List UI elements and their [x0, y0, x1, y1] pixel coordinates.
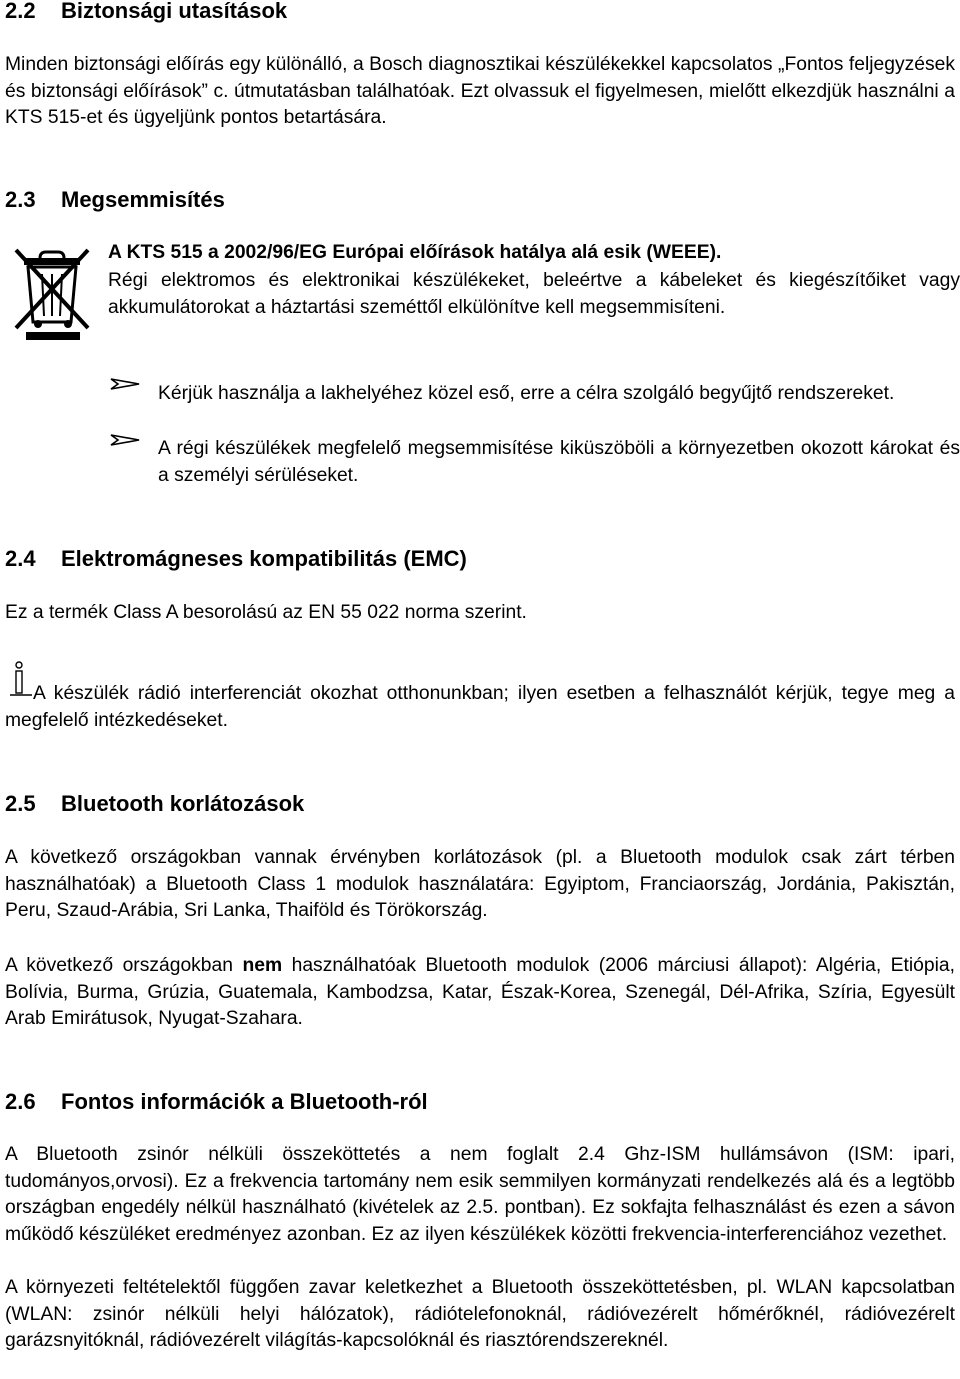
bullet-item: Kérjük használja a lakhelyéhez közel eső, erre a célra szolgáló begyűjtő rendszereket.: [158, 383, 895, 404]
text-run: használhatóak Bluetooth modulok (2006 márciusi állapot): Algéria, Etiópia, Bolívia, Burma, Grúzia, Guatemala, Kambodzsa, Katar, Észak-Korea, Szenegál, Dél-Afrika, Szíria, Egyesült Arab Emirátusok, Nyugat-Szahara.: [5, 955, 955, 1029]
section-title: Elektromágneses kompatibilitás (EMC): [61, 546, 467, 571]
weee-directive: A KTS 515 a 2002/96/EG Európai előírások hatálya alá esik (WEEE).: [108, 242, 722, 263]
section-title: Fontos információk a Bluetooth-ról: [61, 1089, 428, 1114]
disposal-paragraph: Régi elektromos és elektronikai készülékeket, beleértve a kábeleket és kiegészítőiket vagy akkumulátorokat a háztartási szeméttől elkülönítve kell megsemmisíteni.: [108, 270, 960, 318]
section-number: 2.4: [5, 546, 36, 571]
arrow-bullet-icon: [110, 376, 140, 392]
bullet-item: A régi készülékek megfelelő megsemmisítése kiküszöböli a környezetben okozott károkat és a személyi sérüléseket.: [158, 438, 960, 486]
section-title: Bluetooth korlátozások: [61, 791, 305, 816]
emc-note: A készülék rádió interferenciát okozhat otthonunkban; ilyen esetben a felhasználót kérjük, tegye meg a megfelelő intézkedéseket.: [5, 683, 955, 731]
emphasis-text: nem: [242, 955, 283, 976]
section-number: 2.6: [5, 1089, 36, 1114]
section-2-3-heading: [5, 187, 225, 213]
bluetooth-info-paragraph: A Bluetooth zsinór nélküli összeköttetés a nem foglalt 2.4 Ghz-ISM hullámsávon (ISM: ipari, tudományos,orvosi). Ez a frekvencia tartomány nem esik semmilyen kormányzati rendelkezés alá és a legtöbb országban engedély nélkül használható (kivételek az 2.5. pontban). Ez sokfajta felhasználást és ezen a sávon működő készüléket eredményez azonban. Ez az ilyen készülékek közötti frekvencia-interferenciához vezethet.: [5, 1144, 955, 1245]
section-2-4-heading: [5, 546, 467, 572]
section-2-6-heading: [5, 1089, 428, 1115]
bluetooth-prohibited-paragraph: [5, 953, 955, 1033]
section-number: 2.3: [5, 187, 36, 212]
emc-paragraph: Ez a termék Class A besorolású az EN 55 022 norma szerint.: [5, 602, 527, 623]
section-title: Megsemmisítés: [61, 187, 225, 212]
arrow-bullet-icon: [110, 432, 140, 448]
safety-paragraph: Minden biztonsági előírás egy különálló, a Bosch diagnosztikai készülékekkel kapcsolatos „Fontos feljegyzések és biztonsági előírások” c. útmutatásban találhatóak. Ezt olvassuk el figyelmesen, mielőtt elkezdjük használni a KTS 515-et és ügyeljünk pontos betartására.: [5, 54, 955, 128]
section-2-5-heading: [5, 791, 304, 817]
section-title: Biztonsági utasítások: [61, 0, 288, 23]
section-number: 2.5: [5, 791, 36, 816]
section-2-2-heading: [5, 0, 287, 24]
text-run: A következő országokban: [5, 955, 233, 976]
bluetooth-restrictions-paragraph: A következő országokban vannak érvényben korlátozások (pl. a Bluetooth modulok csak zárt térben használhatóak) a Bluetooth Class 1 modulok használatára: Egyiptom, Franciaország, Jordánia, Pakisztán, Peru, Szaud-Arábia, Sri Lanka, Thaiföld és Törökország.: [5, 847, 955, 921]
section-number: 2.2: [5, 0, 36, 23]
weee-bin-icon: [10, 244, 94, 342]
bluetooth-interference-paragraph: A környezeti feltételektől függően zavar keletkezhet a Bluetooth összeköttetésben, pl. WLAN kapcsolatban (WLAN: zsinór nélküli helyi hálózatok), rádiótelefonoknál, rádióvezérelt hőmérőknél, rádióvezérelt garázsnyitóknál, rádióvezérelt világítás-kapcsolóknál és riasztórendszereknél.: [5, 1277, 955, 1351]
